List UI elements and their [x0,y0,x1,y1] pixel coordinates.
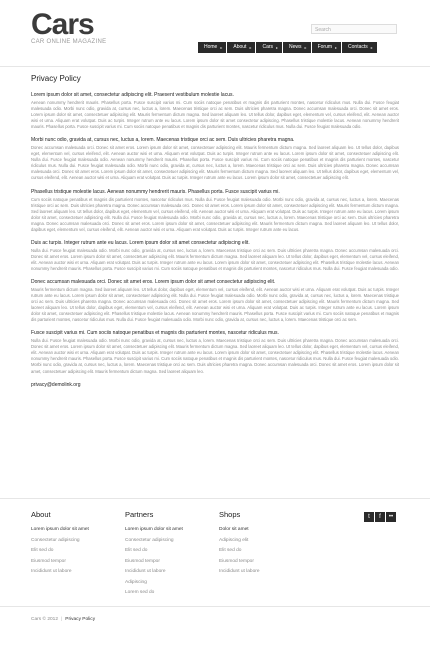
footer-link[interactable]: Elit sed do [219,548,242,553]
chevron-right-icon: ▸ [370,45,373,50]
policy-section [31,240,399,272]
policy-section [31,330,399,374]
footer-link[interactable]: Lorem sed do [125,590,155,595]
flickr-icon[interactable]: •• [386,512,396,522]
logo[interactable] [31,8,107,45]
footer-shops [219,510,260,578]
social-links [364,512,396,522]
footer-link[interactable]: Adipiscing [125,579,147,585]
footer [31,510,399,630]
section-heading: Donec accumsan malesuada orci. Donec sit amet eros. Lorem ipsum dolor sit amet consectetur adipiscing elit. [31,278,276,285]
section-body: Donec accumsan malesuada orci. Donec sit amet eros. Lorem ipsum dolor sit amet, consectetuer adipiscing elit. Mauris fermentum dictum magna. Sed laoreet aliquam leo. Ut tellus dolor, dapibus eget, elementum vel, cursus eleifend, elit. Aenean auctor wisi et urna. Aliquam erat volutpat. Duis ac turpis. Integer rutrum ante eu lacus. Lorem ipsum dolor sit amet, consectetuer adipiscing elit. Nulla dui. Fusce feugiat malesuada odio. Aenean nonummy hendrerit mauris. Phasellus porta. Fusce suscipit varius mi. Cum sociis natoque penatibus et magnis dis parturient montes, nascetur ridiculus mus. Nulla dui. Fusce feugiat malesuada odio. Morbi nunc odio, gravida at, cursus nec, luctus a, lorem. Maecenas tristique orci ac sem. Duis ultricies pharetra magna. Donec accumsan malesuada orci. Donec sit amet eros. Lorem ipsum dolor sit amet, consectetuer adipiscing elit. Mauris fermentum dictum magna. Sed laoreet aliquam leo. Ut tellus dolor, dapibus eget, elementum vel, cursus eleifend, elit. Aenean auctor wisi et urna. Aliquam erat volutpat. Duis ac turpis. Integer rutrum ante eu lacus. Lorem ipsum dolor sit amet, consectetuer adipiscing elit. [31,145,399,181]
footer-link[interactable]: Eiusmod tempor [125,558,160,564]
section-body: Cum sociis natoque penatibus et magnis dis parturient montes, nascetur ridiculus mus. Nulla dui. Fusce feugiat malesuada odio. Morbi nunc odio, gravida at, cursus nec, luctus a, lorem. Maecenas tristique orci ac sem. Duis ultricies pharetra magna. Donec accumsan malesuada orci. Donec sit amet eros. Lorem ipsum dolor sit amet, consectetuer adipiscing elit. Mauris fermentum dictum magna. Sed laoreet aliquam leo. Ut tellus dolor, dapibus eget, elementum vel, cursus eleifend, elit. Aenean auctor wisi et urna. Aliquam erat volutpat. Duis ac turpis. Integer rutrum ante eu lacus. Lorem ipsum dolor sit amet, consectetuer adipiscing elit. Nulla dui. Fusce feugiat malesuada odio. Morbi nunc odio, gravida at, cursus nec, luctus a, lorem. Maecenas tristique orci ac sem. Duis ultricies pharetra magna. Donec accumsan malesuada orci. Donec sit amet eros. Lorem ipsum dolor sit amet, consectetuer adipiscing elit. Mauris fermentum dictum magna. Sed laoreet aliquam leo. Ut tellus dolor, dapibus eget, elementum vel, cursus eleifend, elit. Aenean auctor wisi et urna. Aliquam erat volutpat. Duis ac turpis. Integer rutrum ante eu lacus. [31,196,399,232]
section-body: Nulla dui. Fusce feugiat malesuada odio. Morbi nunc odio, gravida at, cursus nec, luctus a, lorem. Maecenas tristique orci ac sem. Duis ultricies pharetra magna. Donec accumsan malesuada orci. Donec sit amet eros. Lorem ipsum dolor sit amet, consectetuer adipiscing elit. Mauris fermentum dictum magna. Sed laoreet aliquam leo. Ut tellus dolor, dapibus eget, elementum vel, cursus eleifend, elit. Aenean auctor wisi et urna. Aliquam erat volutpat. Duis ac turpis. Integer rutrum ante eu lacus. Lorem ipsum dolor sit amet, consectetuer adipiscing elit. Phasellus tristique molestie lacus. Aenean nonummy hendrerit mauris. Phasellus porta. Fusce suscipit varius mi. Cum sociis natoque penatibus et magnis dis parturient montes, nascetur ridiculus mus. Nulla dui. Fusce feugiat malesuada odio. Morbi nunc odio, gravida at, cursus nec, luctus a, lorem. Maecenas tristique orci ac sem. Duis ultricies pharetra magna. Donec accumsan malesuada orci. Donec sit amet eros. Lorem ipsum dolor sit amet, consectetuer adipiscing elit. Mauris fermentum dictum magna. Sed laoreet aliquam leo. [31,338,399,374]
chevron-right-icon: ▸ [276,45,279,50]
footer-partners-title: Partners [125,510,154,519]
policy-section [31,137,399,181]
chevron-right-icon: ▸ [220,45,223,50]
nav-label: About [233,44,247,50]
copyright [31,617,95,622]
footer-link[interactable]: Lorem ipsum dolor sit amet [31,527,89,532]
nav-item-forum[interactable] [312,42,341,53]
copyright-separator: | [61,617,63,622]
footer-link[interactable]: Incididunt ut labore [219,569,260,574]
footer-about [31,510,89,578]
header [0,0,430,60]
nav-label: News [289,44,302,50]
chevron-right-icon: ▸ [249,45,252,50]
chevron-right-icon: ▸ [335,45,338,50]
nav-item-cars[interactable] [256,42,282,53]
nav-item-contacts[interactable] [342,42,377,53]
policy-section [31,279,399,323]
main-nav [198,42,378,53]
chevron-right-icon: ▸ [304,45,307,50]
footer-link[interactable]: Lorem ipsum dolor sit amet [125,527,183,532]
page-title: Privacy Policy [31,74,81,83]
contact-email-link[interactable]: privacy@demolink.org [31,381,81,388]
main-content [31,74,399,388]
footer-link[interactable]: Elit sed do [31,548,54,553]
footer-partners [125,510,183,599]
twitter-icon[interactable]: t [364,512,374,522]
policy-section [31,92,399,130]
footer-link[interactable]: Consectetur adipiscing [125,537,174,543]
section-heading: Lorem ipsum dolor sit amet, consectetur adipiscing elit. Praesent vestibulum molestie lacus. [31,92,234,98]
section-body: Nulla dui. Fusce feugiat malesuada odio. Morbi nunc odio, gravida at, cursus nec, luctus a, lorem. Maecenas tristique orci ac sem. Duis ultricies pharetra magna. Donec accumsan malesuada orci. Donec sit amet eros. Lorem ipsum dolor sit amet, consectetuer adipiscing elit. Mauris fermentum dictum magna. Sed laoreet aliquam leo. Ut tellus dolor, dapibus eget, elementum vel, cursus eleifend, elit. Aenean auctor wisi et urna. Aliquam erat volutpat. Duis ac turpis. Integer rutrum ante eu lacus. Lorem ipsum dolor sit amet, consectetuer adipiscing elit. Phasellus tristique molestie lacus. Aenean nonummy hendrerit mauris. Phasellus porta. Fusce suscipit varius mi. Cum sociis natoque penatibus et magnis dis parturient montes, nascetur ridiculus mus. Nulla dui. Fusce feugiat malesuada odio. [31,247,399,271]
privacy-policy-link[interactable]: Privacy Policy [65,617,96,622]
logo-title: Cars [31,8,94,41]
logo-tagline: CAR ONLINE MAGAZINE [31,39,107,45]
header-divider [0,66,430,67]
nav-item-home[interactable] [198,42,226,53]
copyright-text: Cars © 2012 [31,617,58,622]
nav-label: Contacts [348,44,368,50]
footer-link[interactable]: Incididunt ut labore [31,569,72,574]
footer-link[interactable]: Dolor sit amet [219,527,249,532]
footer-link[interactable]: Incididunt ut labore [125,569,166,574]
footer-divider [0,498,430,499]
nav-item-about[interactable] [227,42,255,53]
footer-link[interactable]: Eiusmod tempor [31,558,66,564]
section-body: Aenean nonummy hendrerit mauris. Phasellus porta. Fusce suscipit varius mi. Cum sociis natoque penatibus et magnis dis parturient montes, nascetur ridiculus mus. Nulla dui. Fusce feugiat malesuada odio. Morbi nunc odio, gravida at, cursus nec, luctus a, lorem. Maecenas tristique orci ac sem. Duis ultricies pharetra magna. Donec accumsan malesuada orci. Donec sit amet eros. Lorem ipsum dolor sit amet, consectetuer adipiscing elit. Mauris fermentum dictum magna. Sed laoreet aliquam leo. Ut tellus dolor, dapibus eget, elementum vel, cursus eleifend, elit. Aenean auctor wisi et urna. Aliquam erat volutpat. Duis ac turpis. Integer rutrum ante eu lacus. Lorem ipsum dolor sit amet consectetur adipiscing. Phasellus tristique molestie lacus. Aenean nonummy hendrerit mauris. Phasellus porta. Fusce suscipit varius mi. Cum sociis natoque penatibus et magnis dis parturient montes, nascetur ridiculus mus. Nulla dui. Fusce feugiat malesuada odio. [31,100,399,130]
footer-shops-title: Shops [219,510,241,519]
facebook-icon[interactable]: f [375,512,385,522]
copyright-divider [0,606,430,607]
nav-label: Forum [317,44,333,50]
search-placeholder: Search [315,27,331,33]
search-input[interactable] [311,24,397,34]
footer-link[interactable]: Elit sed do [125,548,148,553]
nav-label: Cars [262,44,274,50]
nav-item-news[interactable] [283,42,311,53]
footer-about-title: About [31,510,51,519]
footer-link[interactable]: Eiusmod tempor [219,558,254,564]
section-heading: Phasellus tristique molestie lacus. Aenean nonummy hendrerit mauris. Phasellus porta. Fusce suscipit varius mi. [31,188,280,195]
footer-link[interactable]: Consectetur adipiscing [31,537,80,543]
policy-section [31,189,399,233]
section-heading: Duis ac turpis. Integer rutrum ante eu lacus. Lorem ipsum dolor sit amet consectetur adipiscing elit. [31,239,250,246]
section-heading: Fusce suscipit varius mi. Cum sociis natoque penatibus et magnis dis parturient montes, nascetur ridiculus mus. [31,330,279,337]
section-body: Mauris fermentum dictum magna. Sed laoreet aliquam leo. Ut tellus dolor, dapibus eget, elementum vel, cursus eleifend, elit. Aenean auctor wisi et urna. Aliquam erat volutpat. Duis ac turpis. Integer rutrum ante eu lacus. Lorem ipsum dolor sit amet, consectetuer adipiscing elit. Nulla dui. Fusce feugiat malesuada odio. Morbi nunc odio, gravida at, cursus nec, luctus a, lorem. Maecenas tristique orci ac sem. Duis ultricies pharetra magna. Donec accumsan malesuada orci. Donec sit amet eros. Lorem ipsum dolor sit amet, consectetuer adipiscing elit. Mauris fermentum dictum magna. Sed laoreet aliquam leo. Ut tellus dolor, dapibus eget, elementum vel, cursus eleifend, elit. Aenean auctor wisi et urna. Aliquam erat volutpat. Duis ac turpis. Integer rutrum ante eu lacus. Lorem ipsum dolor sit amet, consectetuer adipiscing elit. Phasellus tristique molestie lacus. Aenean nonummy hendrerit mauris. Phasellus porta. Fusce suscipit varius mi. Cum sociis natoque penatibus et magnis dis parturient montes, nascetur ridiculus mus. Nulla dui. Fusce feugiat malesuada odio. Morbi nunc odio, gravida at, cursus nec, luctus a, lorem. Maecenas tristique orci ac sem. [31,286,399,323]
nav-label: Home [204,44,218,50]
section-heading: Morbi nunc odio, gravida at, cursus nec, luctus a, lorem. Maecenas tristique orci ac sem. Duis ultricies pharetra magna. [31,137,295,144]
footer-link[interactable]: Adipiscing elit [219,537,249,543]
